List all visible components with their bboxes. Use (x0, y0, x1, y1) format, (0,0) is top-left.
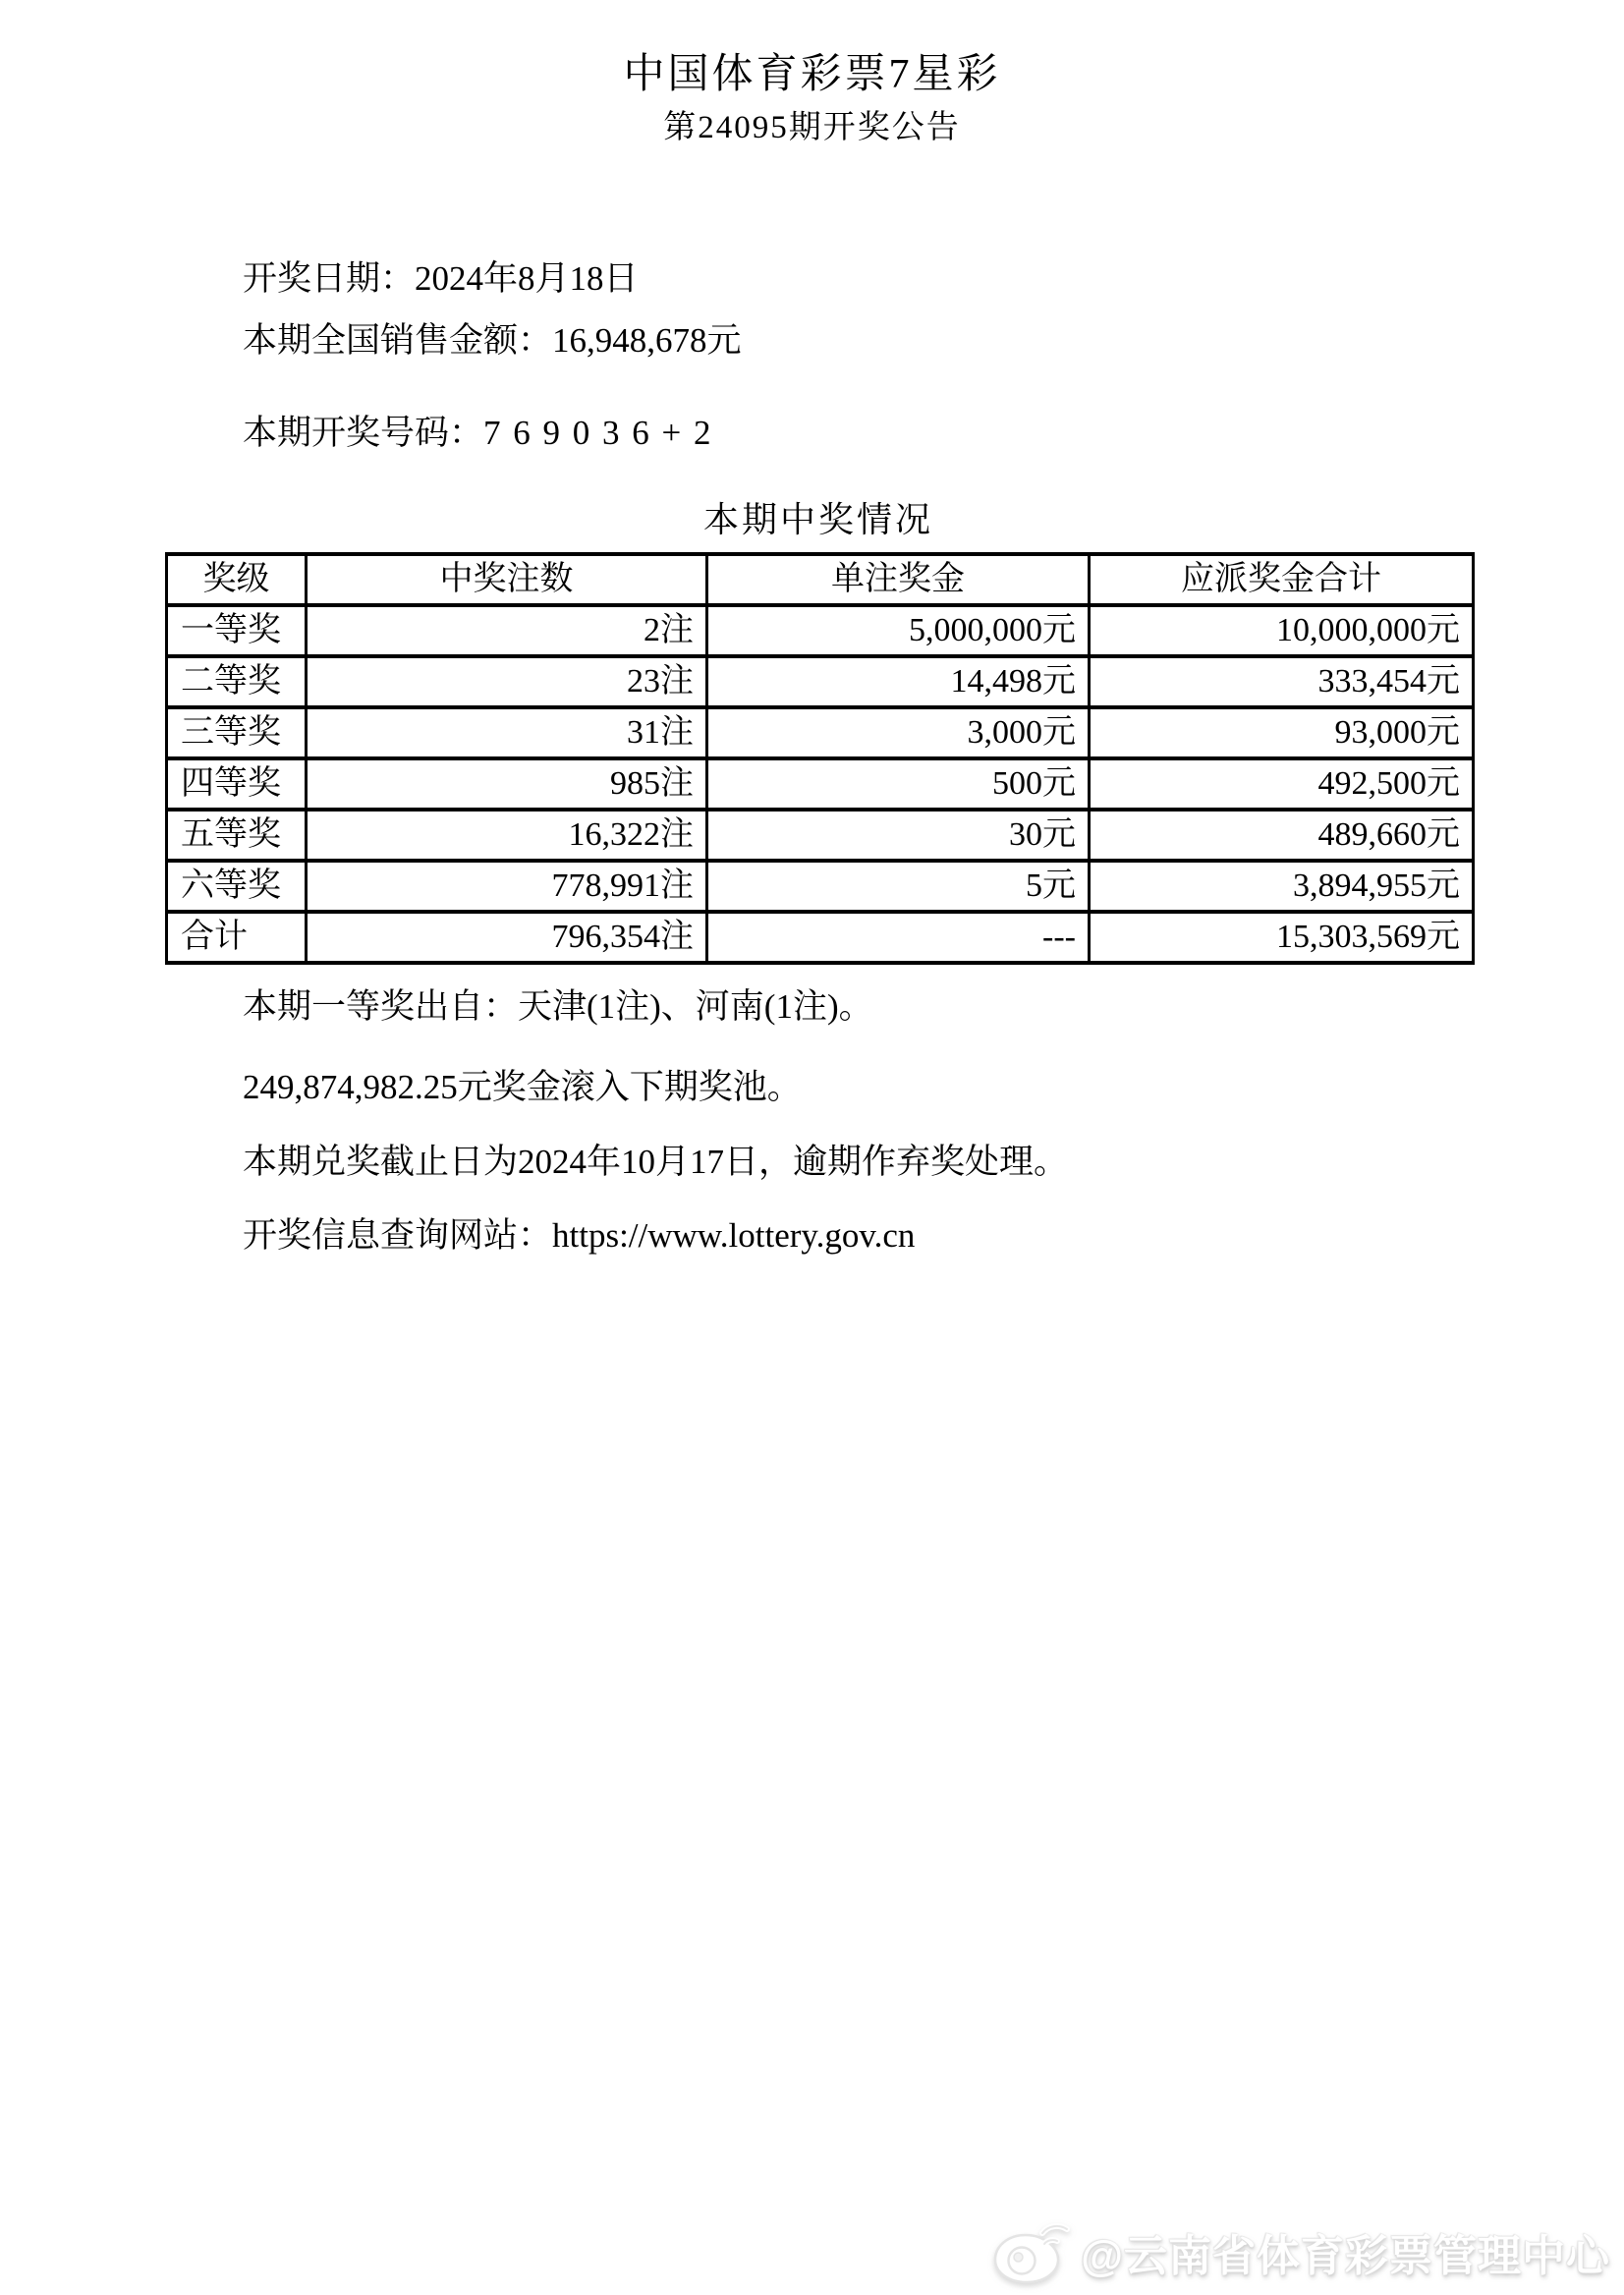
page-title: 中国体育彩票7星彩 (623, 52, 1001, 97)
draw-date-line (243, 252, 639, 301)
total-payout-cell: 3,894,955元 (1090, 861, 1474, 912)
header-total-payout: 应派奖金合计 (1090, 554, 1474, 605)
single-prize-cell: --- (707, 912, 1090, 963)
total-payout-cell: 489,660元 (1090, 810, 1474, 861)
draw-date-label: 开奖日期： (243, 259, 416, 298)
header-winning-bets: 中奖注数 (307, 554, 707, 605)
winning-bets-cell: 796,354注 (307, 912, 707, 963)
total-payout-cell: 10,000,000元 (1090, 605, 1474, 656)
winning-bets-cell: 16,322注 (307, 810, 707, 861)
deadline-note: 本期兑奖截止日为2024年10月17日，逾期作弃奖处理。 (243, 1143, 1069, 1181)
draw-date-value: 2024年8月18日 (415, 259, 639, 298)
single-prize-cell: 5,000,000元 (707, 605, 1090, 656)
total-payout-cell: 15,303,569元 (1090, 912, 1474, 963)
prize-level-cell: 六等奖 (167, 861, 307, 912)
prize-level-cell: 四等奖 (167, 758, 307, 810)
weibo-watermark (990, 2216, 1610, 2287)
weibo-handle: @云南省体育彩票管理中心 (1081, 2232, 1610, 2280)
winning-numbers-value: 7 6 9 0 3 6 + 2 (483, 414, 713, 452)
table-row (167, 810, 1474, 861)
page-subtitle: 第24095期开奖公告 (663, 110, 961, 145)
winning-bets-cell: 778,991注 (307, 861, 707, 912)
sales-amount-value: 16,948,678元 (552, 321, 742, 360)
sales-amount-label: 本期全国销售金额： (243, 321, 553, 360)
prize-section-title: 本期中奖情况 (702, 500, 933, 539)
prize-level-cell: 五等奖 (167, 810, 307, 861)
header-prize-level: 奖级 (167, 554, 307, 605)
table-row (167, 861, 1474, 912)
table-row (167, 605, 1474, 656)
website-label: 开奖信息查询网站： (243, 1216, 553, 1255)
sales-amount-line (243, 313, 742, 363)
table-row (167, 656, 1474, 707)
winning-bets-cell: 985注 (307, 758, 707, 810)
single-prize-cell: 14,498元 (707, 656, 1090, 707)
single-prize-cell: 3,000元 (707, 707, 1090, 758)
winning-numbers-line (243, 406, 713, 455)
total-payout-cell: 492,500元 (1090, 758, 1474, 810)
prize-level-cell: 二等奖 (167, 656, 307, 707)
total-payout-cell: 333,454元 (1090, 656, 1474, 707)
winning-numbers-label: 本期开奖号码： (243, 414, 484, 452)
header-single-prize: 单注奖金 (707, 554, 1090, 605)
prize-level-cell: 三等奖 (167, 707, 307, 758)
website-note (243, 1208, 915, 1258)
total-payout-cell: 93,000元 (1090, 707, 1474, 758)
rollover-note: 249,874,982.25元奖金滚入下期奖池。 (243, 1068, 802, 1106)
prize-table (165, 552, 1475, 965)
weibo-icon (990, 2216, 1073, 2287)
single-prize-cell: 30元 (707, 810, 1090, 861)
table-row-total (167, 912, 1474, 963)
prize-level-cell: 一等奖 (167, 605, 307, 656)
table-row (167, 707, 1474, 758)
winning-bets-cell: 2注 (307, 605, 707, 656)
single-prize-cell: 500元 (707, 758, 1090, 810)
table-header-row (167, 554, 1474, 605)
first-prize-origin-note: 本期一等奖出自：天津(1注)、河南(1注)。 (243, 987, 873, 1026)
winning-bets-cell: 31注 (307, 707, 707, 758)
lottery-website-url: https://www.lottery.gov.cn (552, 1216, 916, 1255)
single-prize-cell: 5元 (707, 861, 1090, 912)
prize-level-cell: 合计 (167, 912, 307, 963)
table-row (167, 758, 1474, 810)
winning-bets-cell: 23注 (307, 656, 707, 707)
